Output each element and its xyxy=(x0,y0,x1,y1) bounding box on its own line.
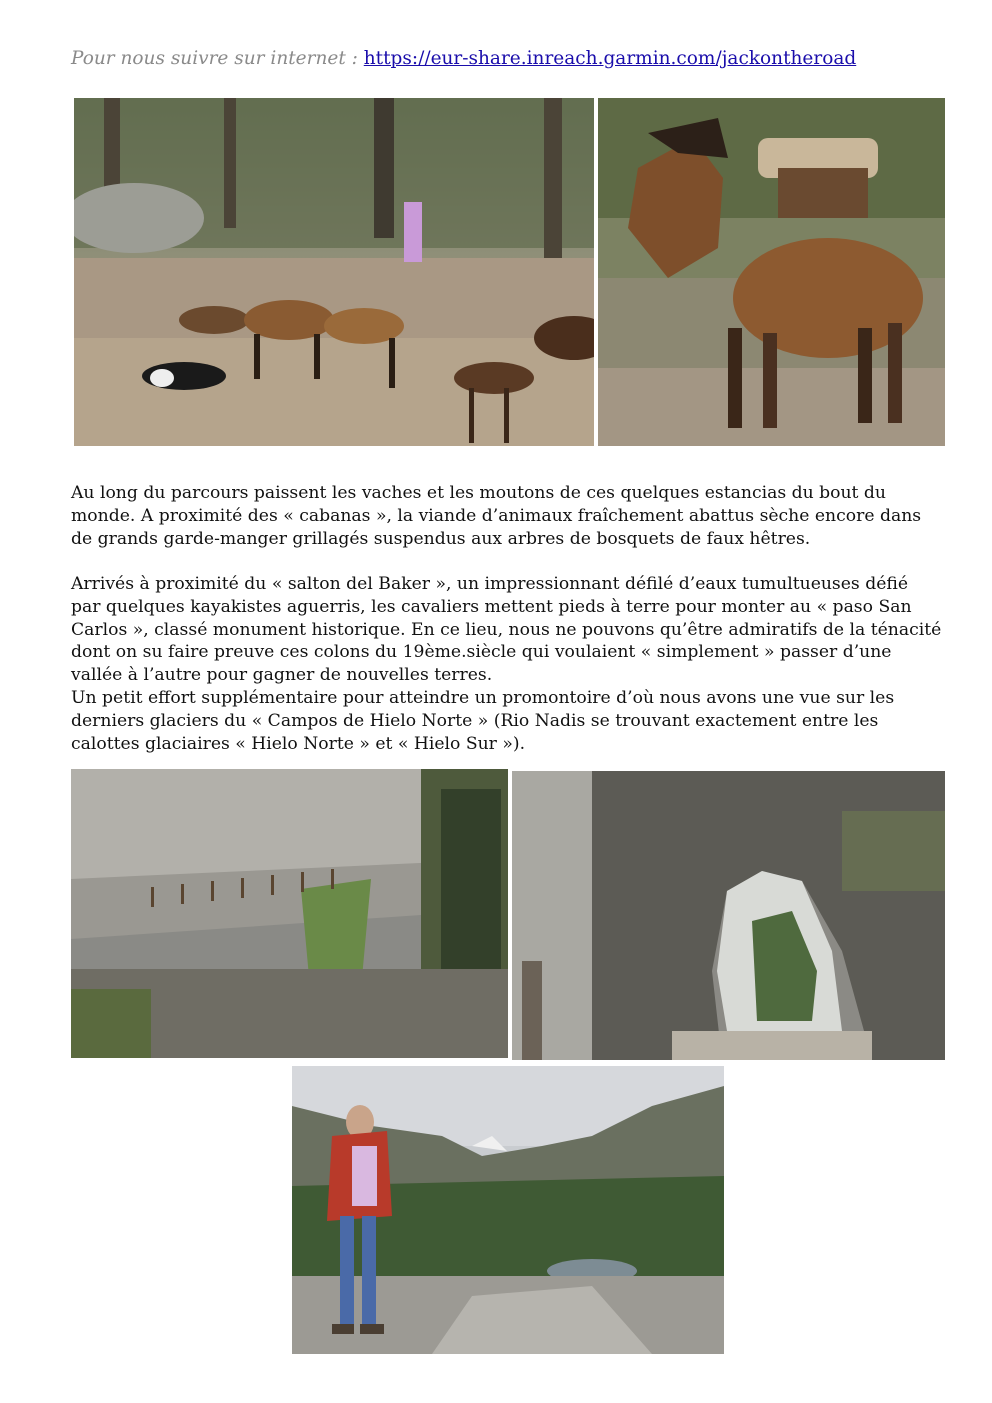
photo-saddled-horse xyxy=(598,98,945,446)
paragraph-line: Carlos », classé monument historique. En ce lieu, nous ne pouvons qu’être admiratifs de la ténacité xyxy=(71,619,942,640)
paragraph-line: monde. A proximité des « cabanas », la viande d’animaux fraîchement abattus sèche encore dans xyxy=(71,505,922,526)
photo-horses-group xyxy=(74,98,594,446)
photo-rock-arch xyxy=(512,771,945,1060)
paragraph-line: calottes glaciaires « Hielo Norte » et « Hielo Sur »). xyxy=(71,733,526,754)
paragraph-line: de grands garde-manger grillagés suspendus aux arbres de bosquets de faux hêtres. xyxy=(71,528,811,549)
paragraph-line: Un petit effort supplémentaire pour atteindre un promontoire d’où nous avons une vue sur les xyxy=(71,687,895,708)
paragraph-landscape xyxy=(71,482,951,550)
paragraph-line: dont on su faire preuve ces colons du 19ème.siècle qui voulaient « simplement » passer d’une xyxy=(71,642,892,663)
tracking-link[interactable]: https://eur-share.inreach.garmin.com/jackontheroad xyxy=(363,48,857,69)
header-line xyxy=(71,47,856,71)
paragraph-line: derniers glaciers du « Campos de Hielo Norte » (Rio Nadis se trouvant exactement entre les xyxy=(71,710,879,731)
paragraph-line: Au long du parcours paissent les vaches et les moutons de ces quelques estancias du bout du xyxy=(71,483,886,503)
paragraph-line: Arrivés à proximité du « salton del Baker », un impressionnant défilé d’eaux tumultueuses défié xyxy=(71,574,909,594)
photo-hiker-valley xyxy=(292,1066,724,1354)
header-prefix: Pour nous suivre sur internet : xyxy=(71,48,364,69)
paragraph-line: vallée à l’autre pour gagner de nouvelles terres. xyxy=(71,665,493,686)
photo-cliff-path xyxy=(71,769,508,1058)
paragraph-paso-san-carlos xyxy=(71,573,951,755)
paragraph-line: par quelques kayakistes aguerris, les cavaliers mettent pieds à terre pour monter au « paso San xyxy=(71,596,912,617)
